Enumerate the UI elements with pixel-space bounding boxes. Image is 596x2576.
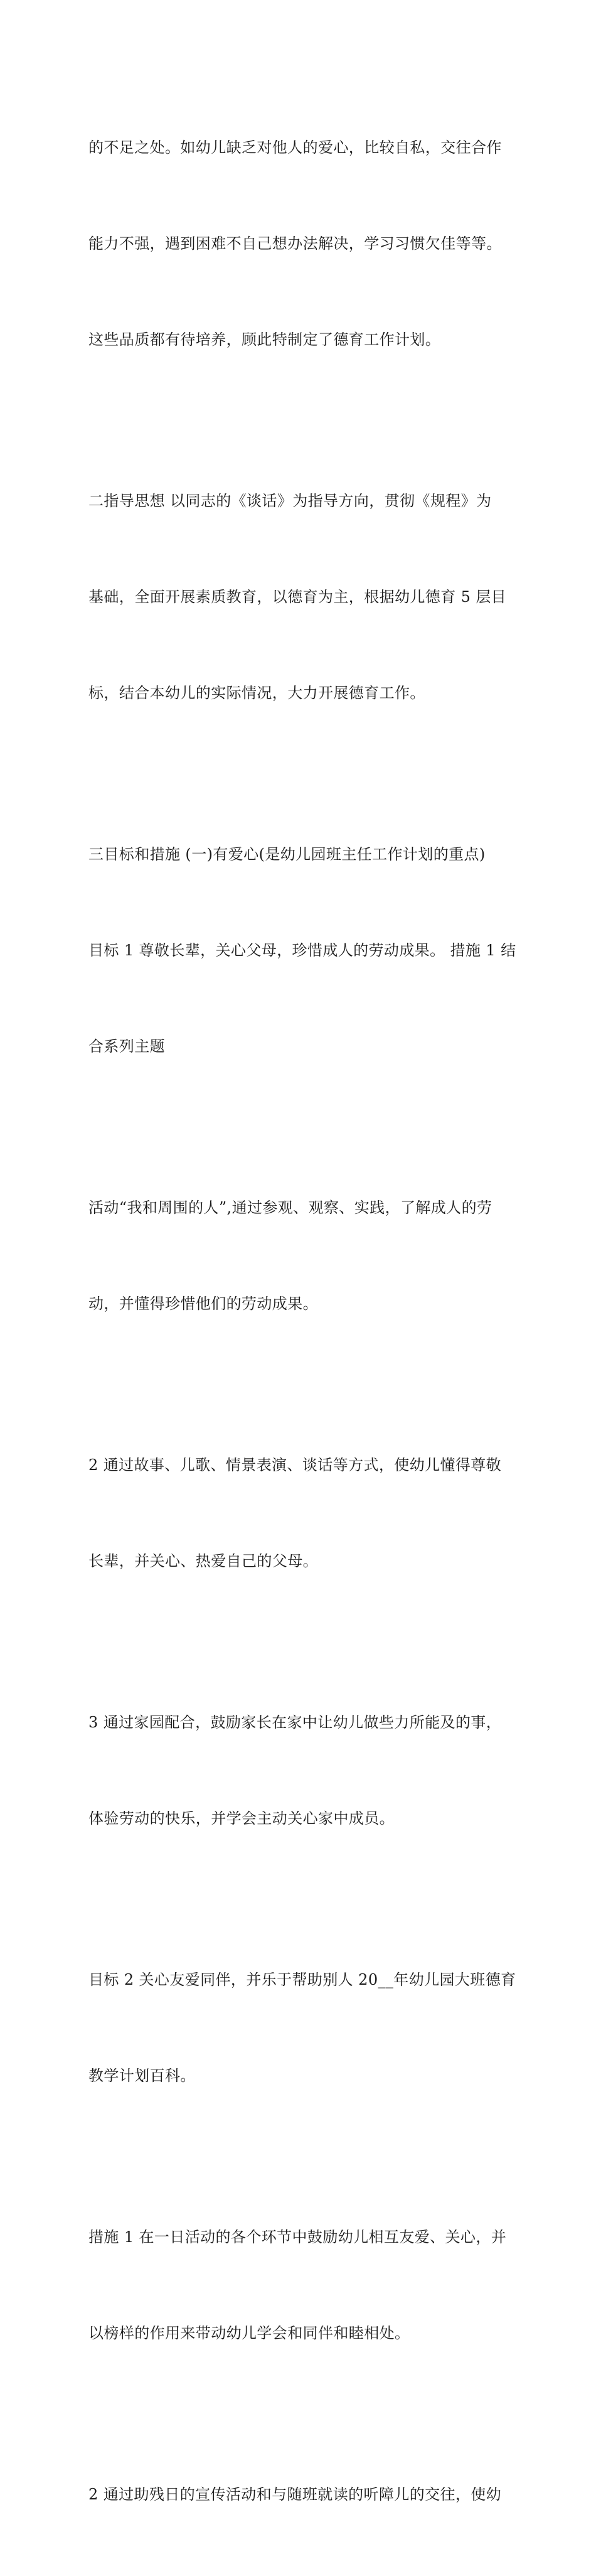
document-body (88, 68, 515, 2576)
paragraph-measure-2-stories (88, 1385, 515, 1641)
text-line: 目标 1 尊敬长辈，关心父母，珍惜成人的劳动成果。 措施 1 结 (88, 942, 516, 959)
text-line: 长辈，并关心、热爱自己的父母。 (88, 1552, 318, 1570)
text-line: 活动“我和周围的人”,通过参观、观察、实践，了解成人的劳 (88, 1199, 492, 1216)
paragraph-goals-and-measures (88, 775, 515, 1127)
text-line: 能力不强，遇到困难不自己想办法解决，学习习惯欠佳等等。 (88, 235, 502, 252)
text-line: 合系列主题 (88, 1038, 165, 1055)
text-line: 三目标和措施 (一)有爱心(是幼儿园班主任工作计划的重点) (88, 845, 486, 863)
text-line: 二指导思想 以同志的《谈话》为指导方向，贯彻《规程》为 (88, 492, 492, 510)
text-line: 的不足之处。如幼儿缺乏对他人的爱心，比较自私，交往合作 (88, 139, 502, 156)
text-line: 措施 1 在一日活动的各个环节中鼓励幼儿相互友爱、关心，并 (88, 2228, 507, 2246)
text-line: 这些品质都有待培养，顾此特制定了德育工作计划。 (88, 331, 441, 348)
text-line: 体验劳动的快乐，并学会主动关心家中成员。 (88, 1810, 395, 1827)
text-line: 以榜样的作用来带动幼儿学会和同伴和睦相处。 (88, 2324, 410, 2342)
text-line: 2 通过故事、儿歌、情景表演、谈话等方式，使幼儿懂得尊敬 (88, 1456, 502, 1474)
text-line: 标，结合本幼儿的实际情况，大力开展德育工作。 (88, 684, 425, 702)
text-line: 教学计划百科。 (88, 2067, 196, 2085)
paragraph-goal-2-peers (88, 1900, 515, 2156)
paragraph-guiding-ideology (88, 421, 515, 773)
paragraph-measure-2-disability-day (88, 2415, 515, 2575)
text-line: 基础，全面开展素质教育，以德育为主，根据幼儿德育 5 层目 (88, 588, 507, 606)
paragraph-measure-1-daily-activities (88, 2157, 515, 2413)
paragraph-intro-deficiencies (88, 68, 515, 420)
text-line: 2 通过助残日的宣传活动和与随班就读的听障儿的交往，使幼 (88, 2486, 502, 2503)
text-line: 动，并懂得珍惜他们的劳动成果。 (88, 1295, 318, 1312)
paragraph-measure-3-home-cooperation (88, 1643, 515, 1899)
text-line: 目标 2 关心友爱同伴，并乐于帮助别人 20__年幼儿园大班德育 (88, 1971, 516, 1988)
text-line: 3 通过家园配合，鼓励家长在家中让幼儿做些力所能及的事， (88, 1714, 502, 1731)
paragraph-activity-people-around (88, 1128, 515, 1384)
